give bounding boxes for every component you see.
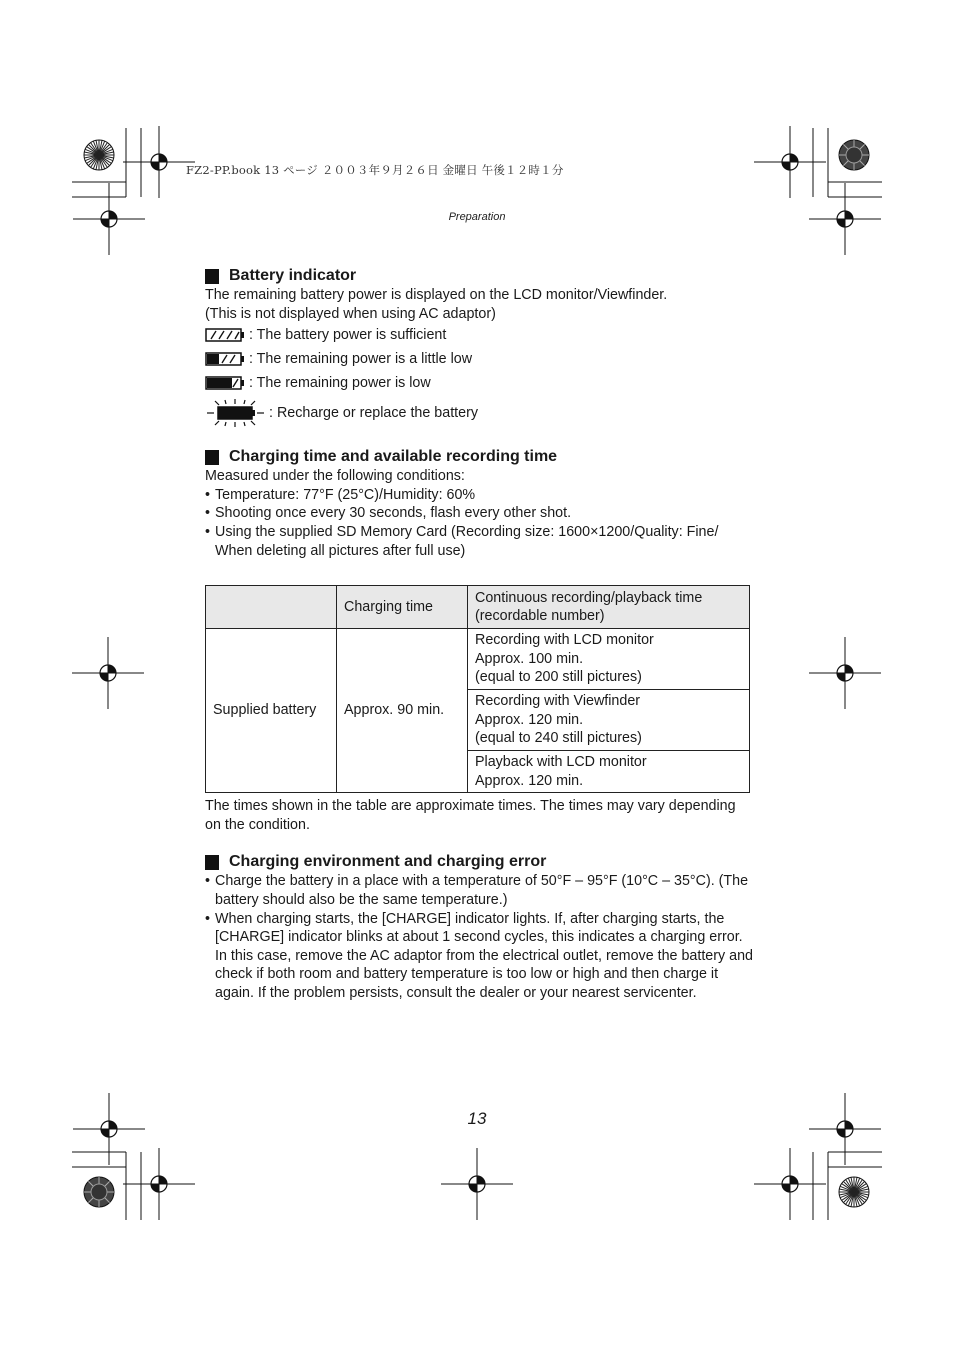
list-item: • Temperature: 77°F (25°C)/Humidity: 60% [205,486,753,505]
list-item: • When charging starts, the [CHARGE] indicator lights. If, after charging starts, the [CHARGE] indicator blinks at about 1 second cycles, this indicates a charging error. In this case, remove the AC adaptor from the electrical outlet, remove the battery and check if both room and battery temperature is too low or high and then charge it again. If the problem persists, consult the dealer or your nearest servicenter. [205,910,753,1003]
charging-time-table [205,585,750,793]
table-note: The times shown in the table are approximate times. The times may vary depending on the condition. [205,798,736,833]
playback-time-cell: Playback with LCD monitor Approx. 120 min. [468,751,750,793]
recording-time-cell: Recording with LCD monitor Approx. 100 min. (equal to 200 still pictures) [468,629,750,690]
section-square-icon [205,269,219,284]
battery-half-icon [205,352,245,366]
table-header-cell: Continuous recording/playback time (recordable number) [468,586,750,629]
environment-section-title: Charging environment and charging error [205,852,753,872]
table-header-row [206,586,750,629]
charging-section-title: Charging time and available recording time [205,447,753,467]
charging-intro: Measured under the following conditions: [205,468,465,485]
row-label-cell: Supplied battery [206,629,337,793]
battery-intro-1: The remaining battery power is displayed on the LCD monitor/Viewfinder. [205,287,668,303]
battery-low-icon [205,376,245,390]
conditions-list [205,486,753,560]
table-row [206,629,750,690]
battery-full-icon [205,328,245,342]
battery-indicator-full: : The battery power is sufficient [205,323,753,347]
environment-list [205,872,753,1002]
page-number: 13 [467,1109,487,1128]
battery-indicator-low: : The remaining power is low [205,371,753,395]
recording-time-cell: Recording with Viewfinder Approx. 120 min. (equal to 240 still pictures) [468,690,750,751]
battery-empty-flashing-icon [205,398,265,428]
book-info-header: FZ2-PP.book 13 ページ ２００３年９月２６日 金曜日 午後１２時１分 [186,163,564,177]
battery-intro-2: (This is not displayed when using AC adaptor) [205,305,496,322]
charging-time-cell: Approx. 90 min. [337,629,468,793]
section-square-icon [205,855,219,870]
battery-indicator-half: : The remaining power is a little low [205,347,753,371]
table-header-cell: Charging time [337,586,468,629]
table-header-cell [206,586,337,629]
list-item: • Using the supplied SD Memory Card (Recording size: 1600×1200/Quality: Fine/ When deleting all pictures after full use) [205,523,753,560]
running-head: Preparation [448,211,506,223]
list-item: • Charge the battery in a place with a temperature of 50°F – 95°F (10°C – 35°C). (The battery should also be the same temperature.) [205,872,753,909]
section-square-icon [205,450,219,465]
list-item: • Shooting once every 30 seconds, flash every other shot. [205,504,753,523]
battery-indicator-empty: : Recharge or replace the battery [205,397,753,429]
battery-section-title: Battery indicator [205,266,753,286]
error-followup: In this case, remove the AC adaptor from the electrical outlet, remove the battery and check if both room and battery temperature is too low or high and then charge it again. If the problem persists, consult the dealer or your nearest servicenter. [215,947,753,1001]
page-content [205,266,753,1003]
